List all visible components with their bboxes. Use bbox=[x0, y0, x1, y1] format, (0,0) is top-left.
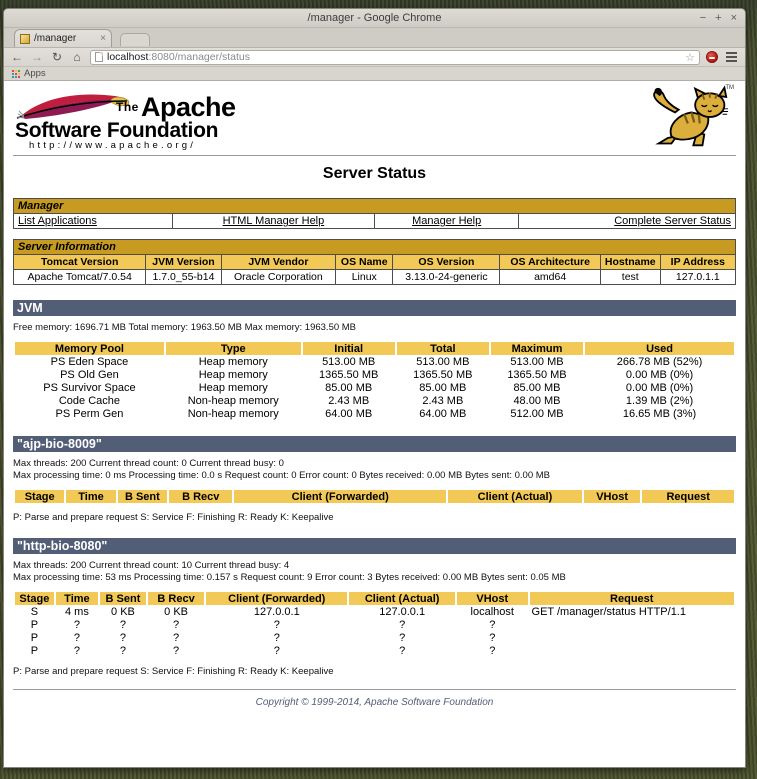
ajp-section-title: "ajp-bio-8009" bbox=[13, 436, 736, 452]
url-text[interactable] bbox=[107, 51, 681, 63]
home-icon[interactable]: ⌂ bbox=[73, 50, 81, 64]
page-title: Server Status bbox=[322, 165, 427, 182]
memory-row-survivor: PS Survivor Space Heap memory 85.00 MB 85.00 MB 85.00 MB 0.00 MB (0%) bbox=[43, 382, 694, 394]
col-total: Total bbox=[397, 342, 489, 355]
server-info-table bbox=[13, 239, 736, 285]
tomcat-favicon-icon bbox=[20, 34, 30, 44]
col-os-name: OS Name bbox=[336, 255, 393, 270]
url-path: :8080/manager/status bbox=[148, 51, 251, 63]
manager-nav-table bbox=[13, 198, 736, 229]
val-tomcat-version: Apache Tomcat/7.0.54 bbox=[14, 270, 146, 285]
browser-toolbar bbox=[4, 47, 745, 67]
val-os-name: Linux bbox=[336, 270, 393, 285]
header-divider bbox=[13, 155, 736, 156]
val-ip-address: 127.0.1.1 bbox=[660, 270, 735, 285]
manager-links-row bbox=[14, 214, 736, 229]
server-info-data-row bbox=[14, 270, 736, 285]
logo-url: http://www.apache.org/ bbox=[29, 140, 197, 151]
memory-row-codecache: Code Cache Non-heap memory 2.43 MB 2.43 MB 48.00 MB 1.39 MB (2%) bbox=[58, 395, 694, 407]
minimize-button[interactable]: − bbox=[699, 12, 707, 24]
col-initial: Initial bbox=[303, 342, 395, 355]
tab-strip bbox=[4, 28, 745, 47]
manager-section-title: Manager bbox=[14, 199, 736, 214]
http-threads-line: Max threads: 200 Current thread count: 10 Current thread busy: 4 bbox=[13, 560, 290, 571]
tomcat-tm: TM bbox=[725, 85, 734, 91]
val-jvm-vendor: Oracle Corporation bbox=[221, 270, 335, 285]
memory-row-oldgen: PS Old Gen Heap memory 1365.50 MB 1365.50 MB 1365.50 MB 0.00 MB (0%) bbox=[60, 369, 694, 381]
http-request-table bbox=[13, 591, 736, 658]
copyright-footer: Copyright © 1999-2014, Apache Software Foundation bbox=[255, 697, 494, 708]
window-titlebar bbox=[4, 9, 745, 28]
new-tab-button[interactable] bbox=[120, 33, 150, 46]
adblock-extension-icon[interactable] bbox=[706, 51, 718, 63]
memory-pool-header-row bbox=[15, 342, 734, 355]
maximize-button[interactable]: + bbox=[715, 12, 722, 24]
logo-line2: Software Foundation bbox=[15, 119, 219, 142]
tomcat-cat-icon bbox=[640, 85, 732, 149]
val-os-arch: amd64 bbox=[500, 270, 600, 285]
ajp-request-table bbox=[13, 489, 736, 504]
jvm-section-title: JVM bbox=[13, 300, 736, 316]
url-host: localhost bbox=[107, 51, 149, 63]
back-icon[interactable]: ← bbox=[11, 50, 23, 64]
footer-divider bbox=[13, 689, 736, 690]
logo-apache: Apache bbox=[141, 92, 236, 122]
http-stage-legend: P: Parse and prepare request S: Service F: Finishing R: Ready K: Keepalive bbox=[13, 666, 334, 677]
apache-logo bbox=[13, 87, 253, 151]
link-manager-help[interactable]: Manager Help bbox=[412, 215, 482, 227]
link-complete-server-status[interactable]: Complete Server Status bbox=[614, 215, 731, 227]
window-title: /manager - Google Chrome bbox=[307, 12, 442, 24]
http-processing-line: Max processing time: 53 ms Processing time: 0.157 s Request count: 9 Error count: 3 Bytes received: 0.00 MB Bytes sent: 0.05 MB bbox=[13, 572, 566, 583]
bookmark-star-icon[interactable]: ☆ bbox=[685, 51, 695, 64]
apps-grid-icon[interactable] bbox=[12, 70, 20, 78]
col-ip-address: IP Address bbox=[660, 255, 735, 270]
close-button[interactable]: × bbox=[730, 12, 737, 24]
logo-row bbox=[13, 87, 736, 153]
reload-icon[interactable]: ↻ bbox=[51, 50, 63, 64]
ajp-header-row: Stage Time B Sent B Recv Client (Forwarded) Client (Actual) VHost Request bbox=[15, 490, 734, 503]
http-request-row: P ? ? ? ? ? ? bbox=[30, 645, 496, 657]
http-request-row: S 4 ms 0 KB 0 KB 127.0.0.1 127.0.0.1 localhost GET /manager/status HTTP/1.1 bbox=[30, 606, 686, 618]
page-icon bbox=[95, 52, 103, 62]
server-info-title: Server Information bbox=[14, 240, 736, 255]
http-section-title: "http-bio-8080" bbox=[13, 538, 736, 554]
col-memory-pool: Memory Pool bbox=[15, 342, 164, 355]
http-request-row: P ? ? ? ? ? ? bbox=[30, 619, 496, 631]
logo-the: The bbox=[116, 100, 139, 114]
col-hostname: Hostname bbox=[600, 255, 660, 270]
link-list-applications[interactable]: List Applications bbox=[18, 215, 97, 227]
col-type: Type bbox=[166, 342, 301, 355]
jvm-memory-summary: Free memory: 1696.71 MB Total memory: 1963.50 MB Max memory: 1963.50 MB bbox=[13, 322, 357, 333]
val-hostname: test bbox=[600, 270, 660, 285]
col-maximum: Maximum bbox=[491, 342, 583, 355]
server-info-header-row bbox=[14, 255, 736, 270]
http-request-row: P ? ? ? ? ? ? bbox=[30, 632, 496, 644]
tab-close-icon[interactable]: × bbox=[100, 33, 106, 44]
memory-row-eden: PS Eden Space Heap memory 513.00 MB 513.00 MB 513.00 MB 266.78 MB (52%) bbox=[50, 356, 703, 368]
link-html-manager-help[interactable]: HTML Manager Help bbox=[222, 215, 325, 227]
bookmarks-bar bbox=[4, 67, 745, 80]
col-tomcat-version: Tomcat Version bbox=[14, 255, 146, 270]
col-jvm-version: JVM Version bbox=[146, 255, 221, 270]
chrome-menu-icon[interactable] bbox=[724, 52, 739, 62]
ajp-threads-line: Max threads: 200 Current thread count: 0 Current thread busy: 0 bbox=[13, 458, 284, 469]
http-header-row: Stage Time B Sent B Recv Client (Forwarded) Client (Actual) VHost Request bbox=[15, 592, 734, 605]
col-used: Used bbox=[585, 342, 734, 355]
page-content bbox=[4, 80, 745, 767]
address-bar[interactable] bbox=[90, 50, 700, 65]
apps-label[interactable]: Apps bbox=[24, 68, 46, 79]
forward-icon[interactable]: → bbox=[31, 50, 43, 64]
tomcat-logo bbox=[640, 85, 732, 149]
tab-label: /manager bbox=[34, 33, 77, 44]
memory-row-permgen: PS Perm Gen Non-heap memory 64.00 MB 64.00 MB 512.00 MB 16.65 MB (3%) bbox=[55, 408, 697, 420]
col-os-version: OS Version bbox=[393, 255, 500, 270]
ajp-stage-legend: P: Parse and prepare request S: Service F: Finishing R: Ready K: Keepalive bbox=[13, 512, 334, 523]
col-jvm-vendor: JVM Vendor bbox=[221, 255, 335, 270]
col-os-arch: OS Architecture bbox=[500, 255, 600, 270]
ajp-processing-line: Max processing time: 0 ms Processing time: 0.0 s Request count: 0 Error count: 0 Bytes received: 0.00 MB Bytes sent: 0.00 MB bbox=[13, 470, 550, 481]
tab-manager[interactable] bbox=[14, 29, 112, 47]
val-jvm-version: 1.7.0_55-b14 bbox=[146, 270, 221, 285]
memory-pool-table bbox=[13, 341, 736, 421]
val-os-version: 3.13.0-24-generic bbox=[393, 270, 500, 285]
browser-window bbox=[3, 8, 746, 768]
